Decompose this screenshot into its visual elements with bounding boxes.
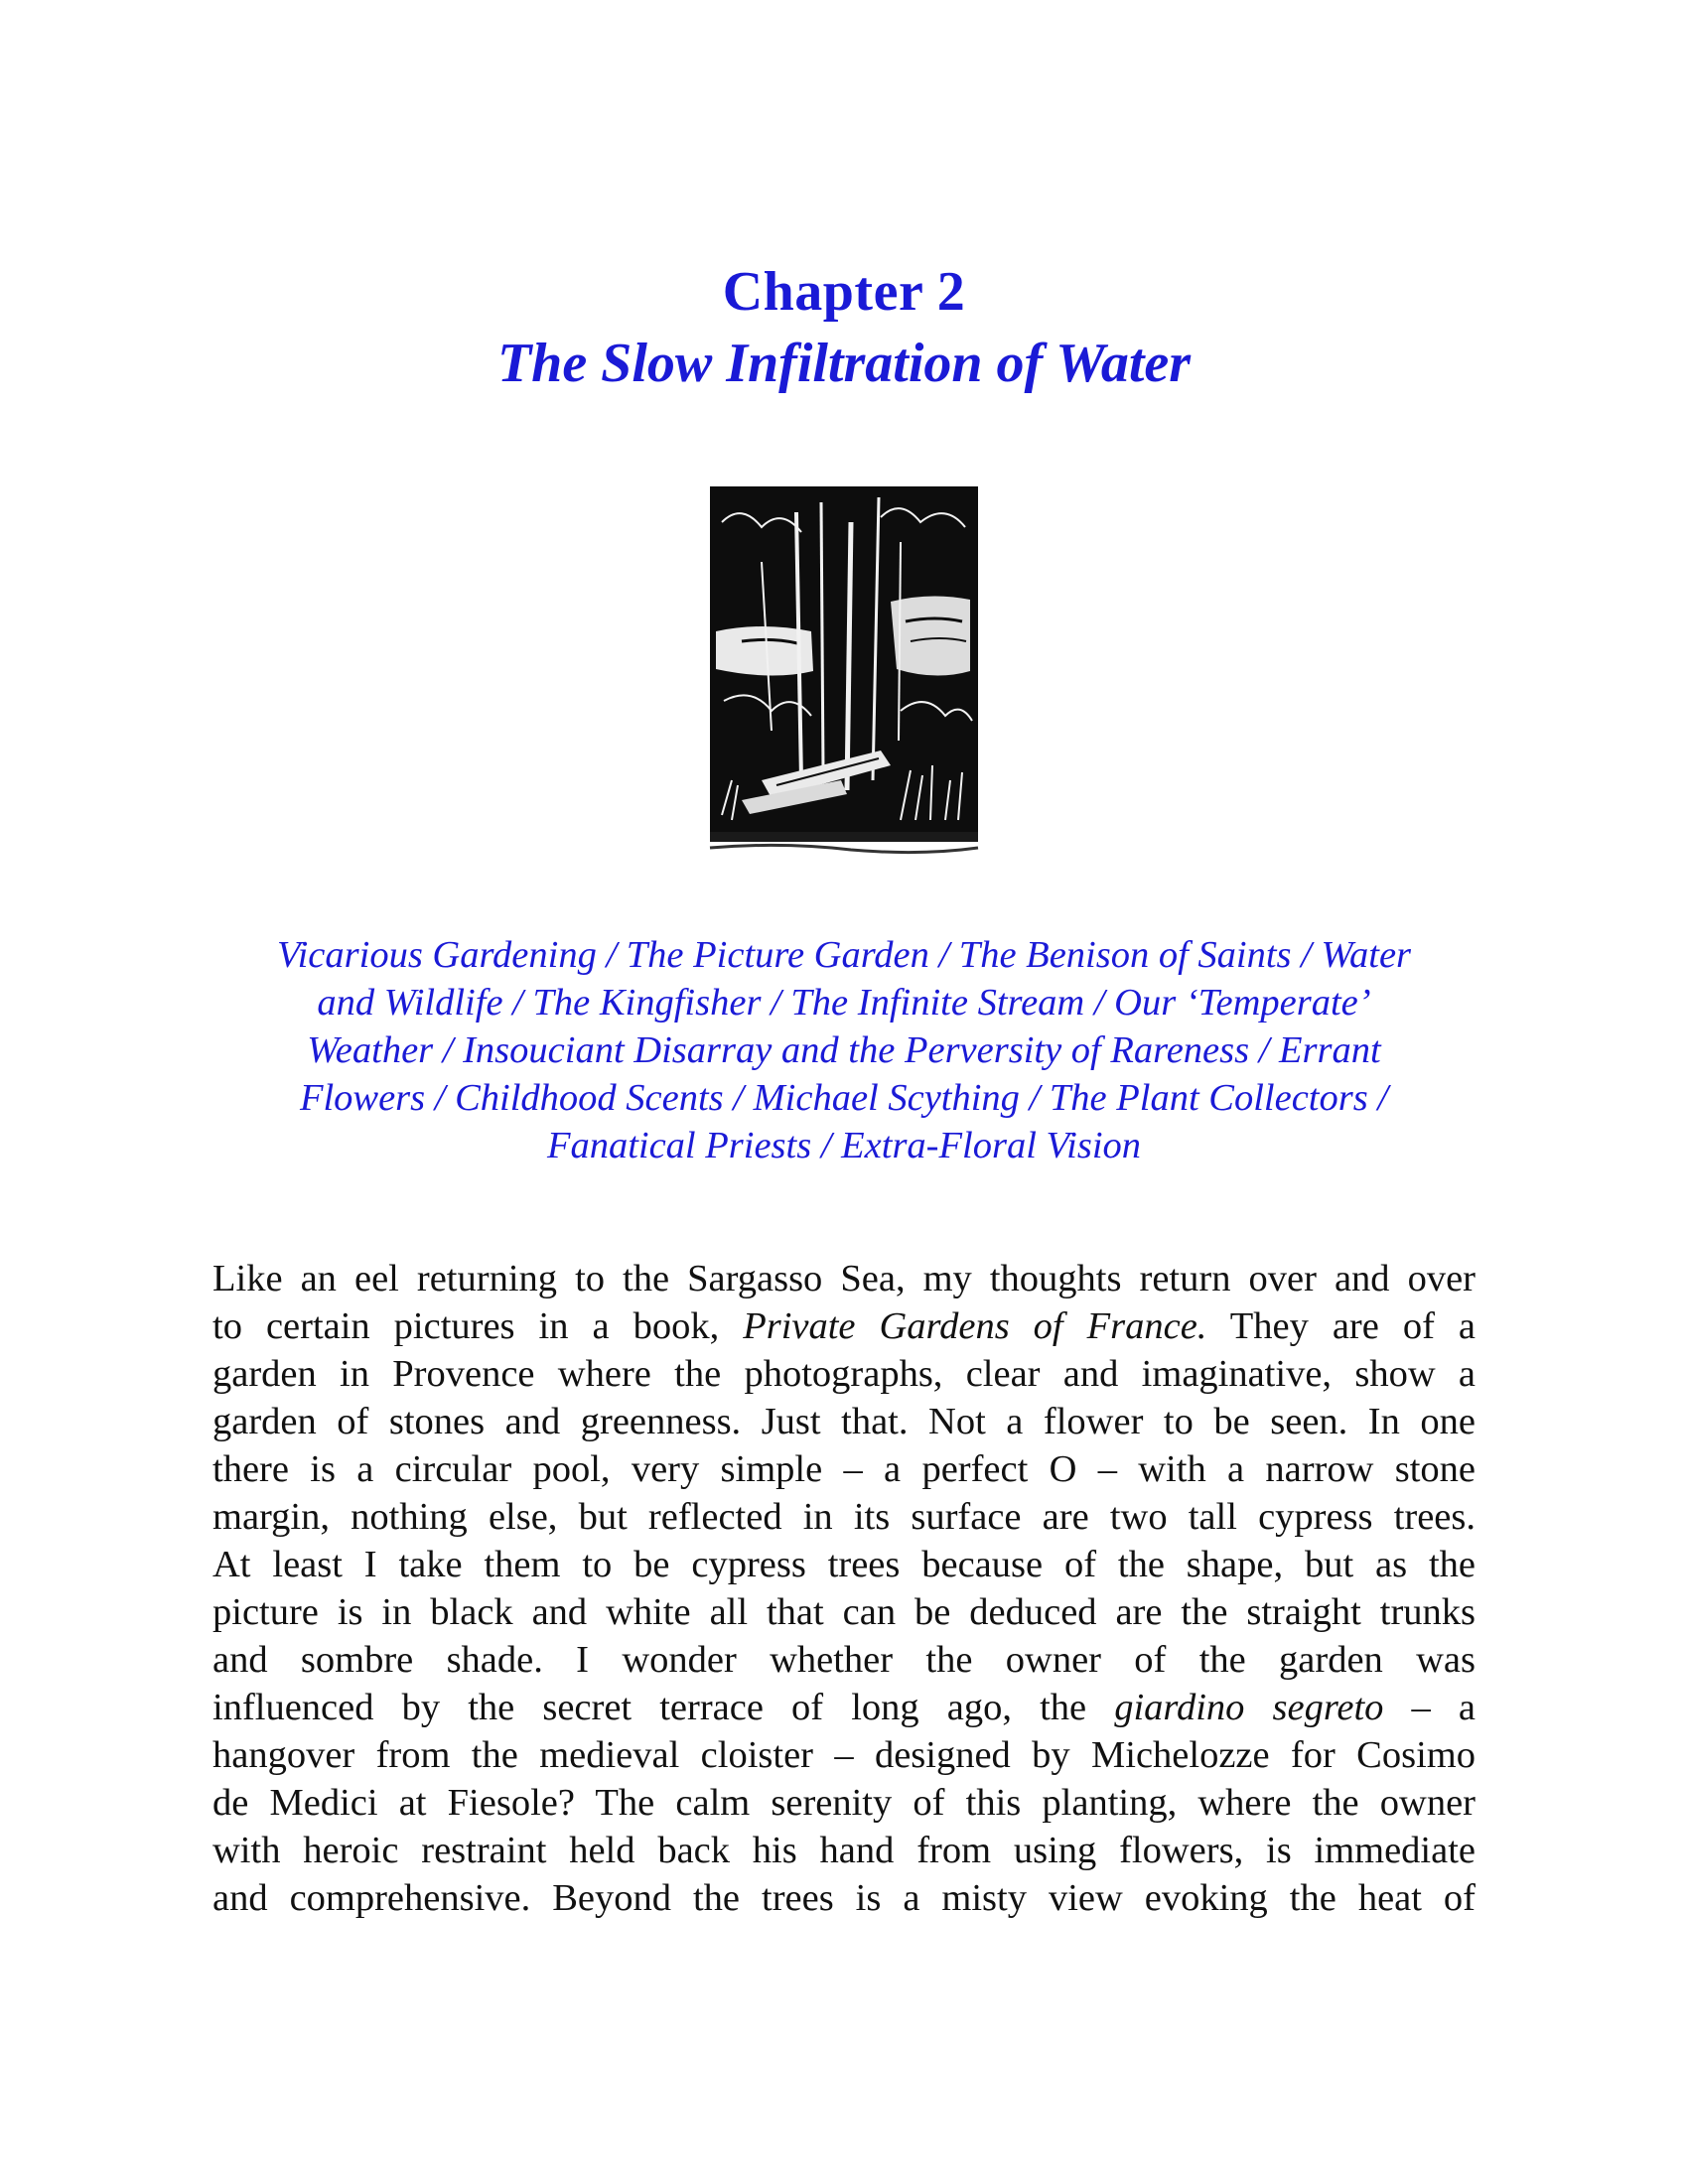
body-line: At least I take them to be cypress trees because of the shape, but as the — [212, 1544, 1476, 1585]
body-line: there is a circular pool, very simple – a perfect O – with a narrow stone — [212, 1448, 1476, 1490]
body-line: with heroic restraint held back his hand from using flowers, is immediate — [212, 1830, 1476, 1871]
chapter-topics — [220, 931, 1468, 1169]
body-text-segment: to certain pictures in a book, — [212, 1305, 744, 1347]
body-line: de Medici at Fiesole? The calm serenity of this planting, where the owner — [212, 1782, 1476, 1824]
chapter-heading — [0, 256, 1688, 399]
body-line: margin, nothing else, but reflected in its surface are two tall cypress trees. — [212, 1496, 1476, 1538]
body-line: and comprehensive. Beyond the trees is a misty view evoking the heat of — [212, 1877, 1476, 1919]
topic-line: Vicarious Gardening / The Picture Garden / The Benison of Saints / Water — [276, 934, 1412, 976]
book-title: Private Gardens of France. — [743, 1305, 1207, 1347]
chapter-title: The Slow Infiltration of Water — [496, 333, 1192, 394]
body-line: and sombre shade. I wonder whether the owner of the garden was — [212, 1639, 1476, 1681]
chapter-number: Chapter 2 — [722, 261, 966, 323]
body-line: garden of stones and greenness. Just that. Not a flower to be seen. In one — [212, 1401, 1476, 1442]
italic-term: giardino segreto — [1114, 1687, 1384, 1728]
body-line — [212, 1684, 1476, 1731]
body-line: Like an eel returning to the Sargasso Sea, my thoughts return over and over — [212, 1258, 1476, 1299]
body-text-segment: – a — [1383, 1687, 1476, 1728]
body-line: picture is in black and white all that can be deduced are the straight trunks — [212, 1591, 1476, 1633]
body-text-segment: They are of a — [1206, 1305, 1476, 1347]
topic-line: Flowers / Childhood Scents / Michael Scything / The Plant Collectors / — [299, 1077, 1389, 1119]
body-line: garden in Provence where the photographs, clear and imaginative, show a — [212, 1353, 1476, 1395]
woodcut-trees-by-water-icon — [702, 482, 984, 863]
body-text-segment: influenced by the secret terrace of long ago, the — [212, 1687, 1115, 1728]
topic-line: and Wildlife / The Kingfisher / The Infinite Stream / Our ‘Temperate’ — [317, 982, 1371, 1024]
body-paragraph — [212, 1255, 1476, 1922]
topic-line: Weather / Insouciant Disarray and the Perversity of Rareness / Errant — [307, 1029, 1381, 1071]
body-line: hangover from the medieval cloister – designed by Michelozze for Cosimo — [212, 1734, 1476, 1776]
body-line — [212, 1302, 1476, 1350]
topic-line: Fanatical Priests / Extra-Floral Vision — [546, 1125, 1142, 1166]
